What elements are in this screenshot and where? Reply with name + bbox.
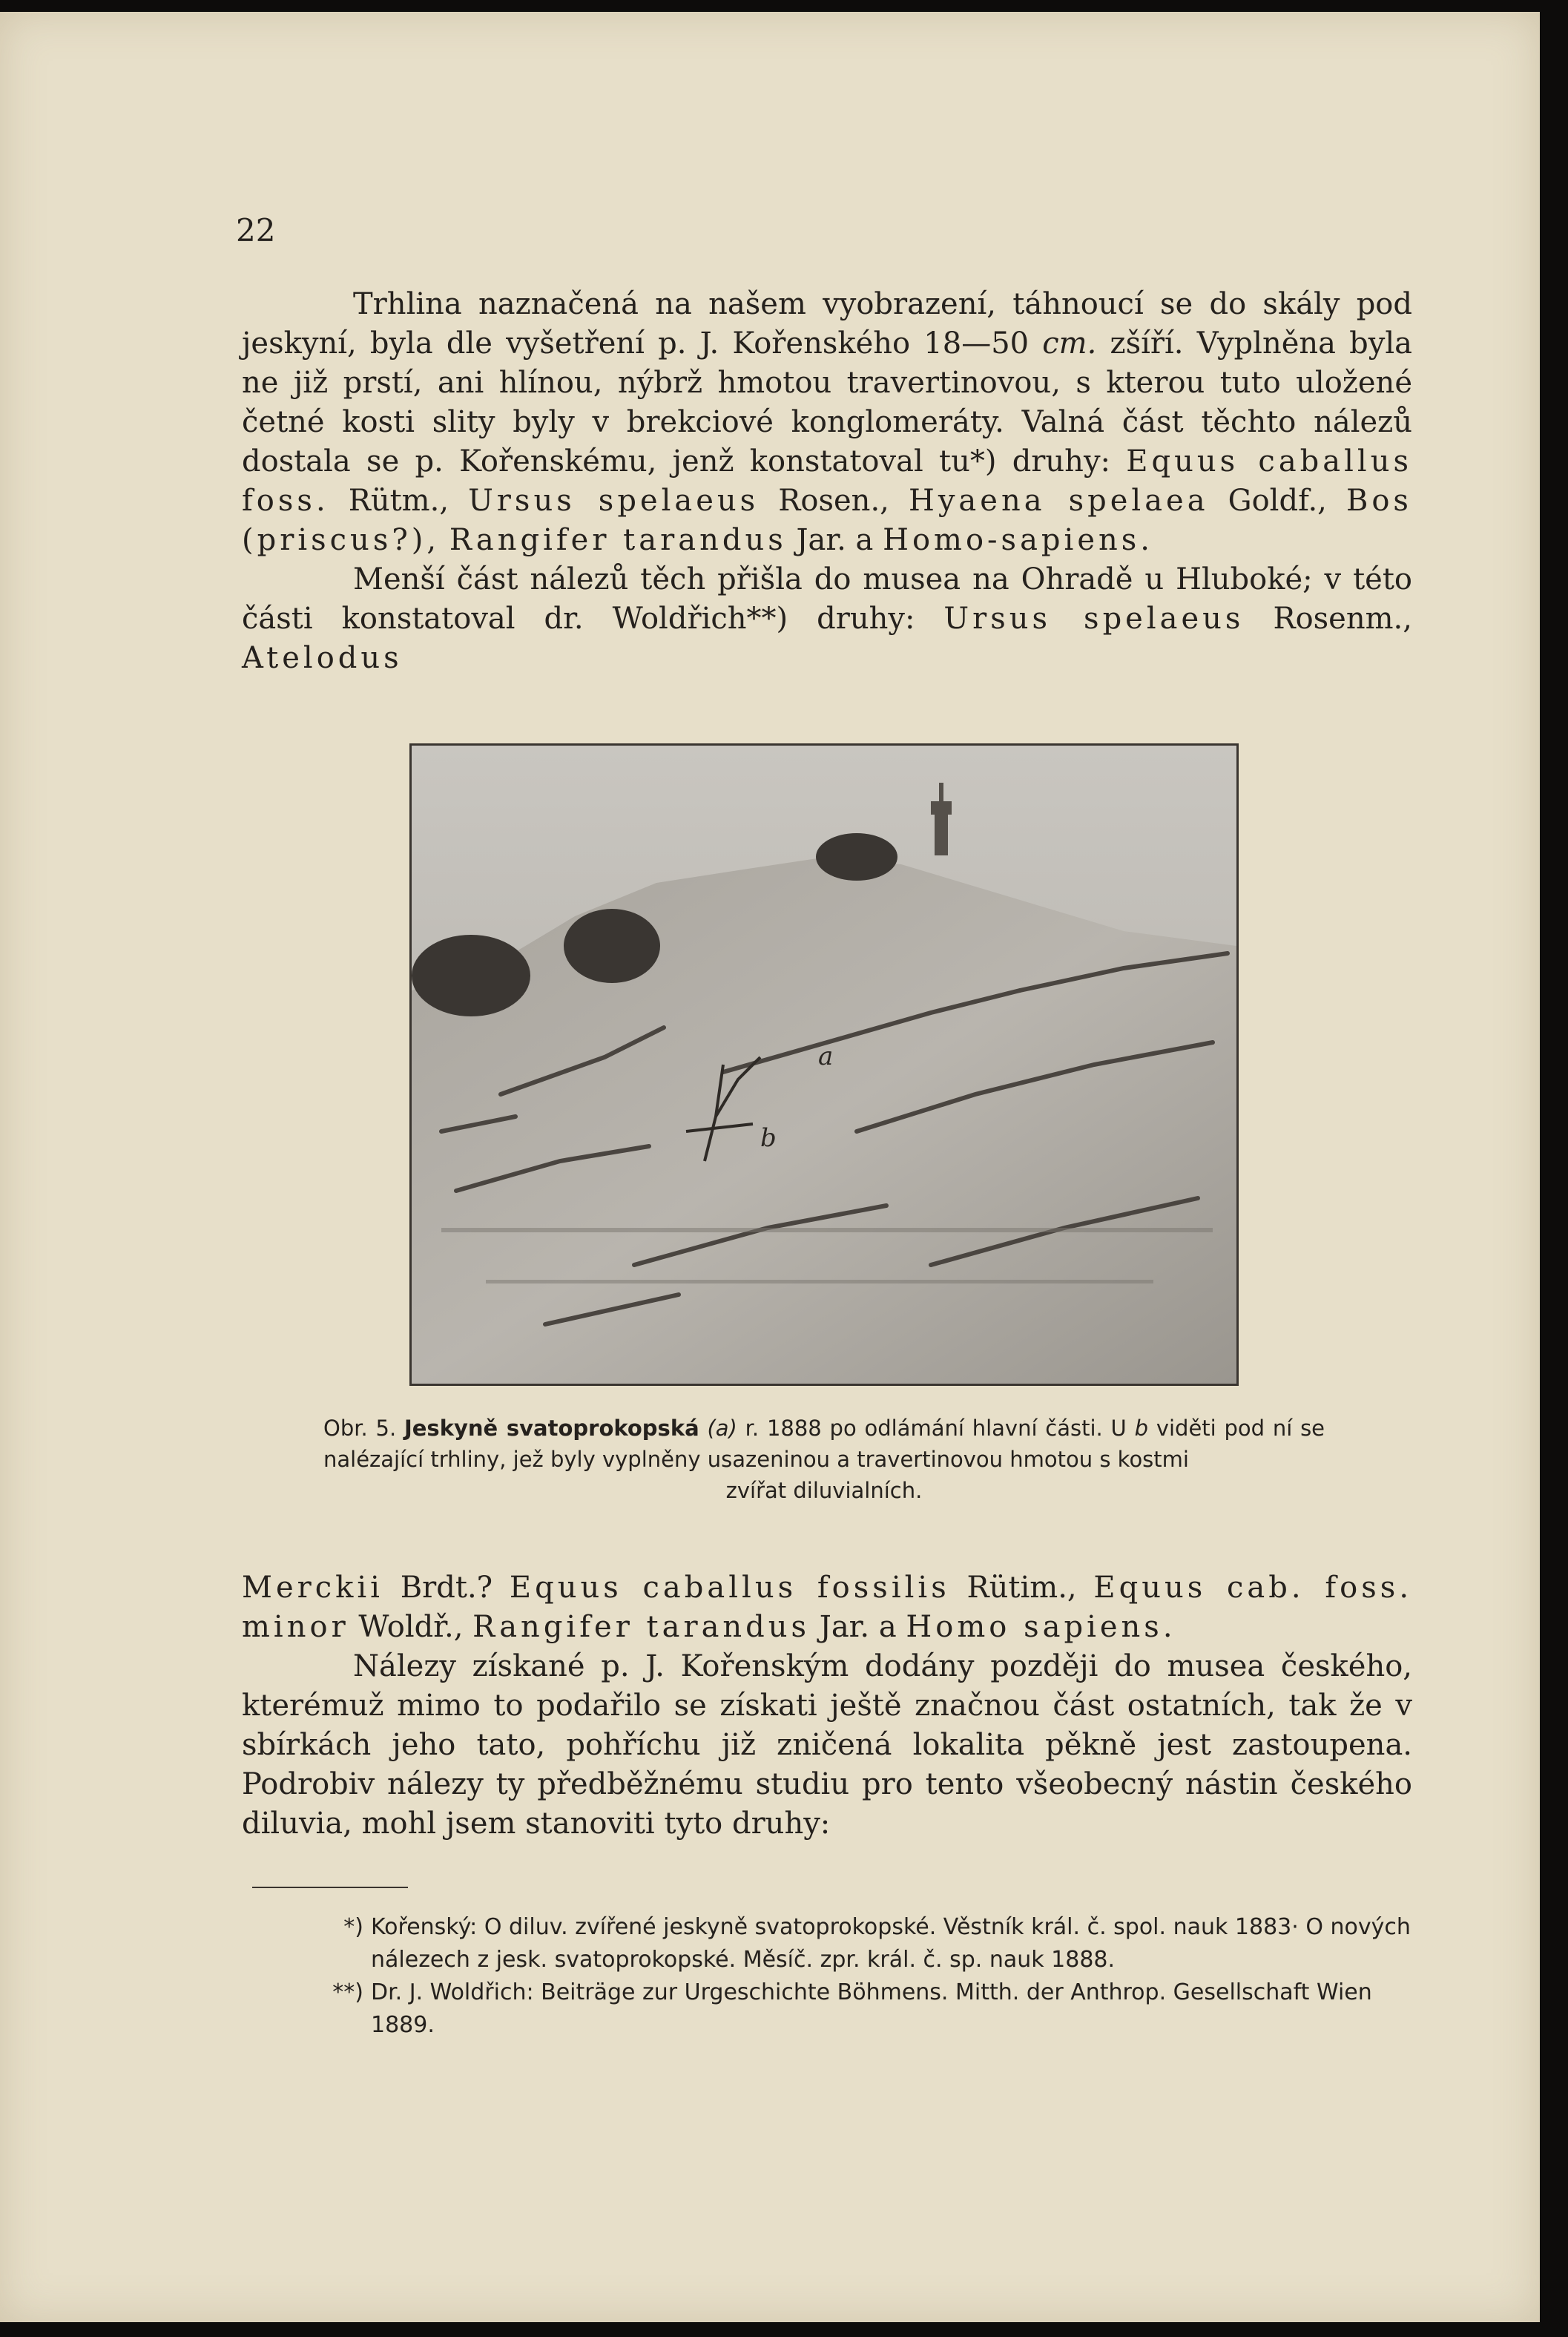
figure-photo-cave	[409, 743, 1239, 1386]
footnote-divider	[252, 1887, 408, 1888]
body-text-top	[242, 285, 1412, 678]
paragraph-1: Trhlina naznačená na našem vyobrazení, táhnoucí se do skály pod jeskyní, byla dle vyšetření p. J. Kořenského 18—50 cm. zšíří. Vyplněna byla ne již prstí, ani hlínou, nýbrž hmotou travertinovou, s kterou tuto uložené četné kosti slity byly v brekciové konglomeráty. Valná část těchto nálezů dostala se p. Kořenskému, jenž konstatoval tu*) druhy: Equus caballus foss. Rütm., Ursus spelaeus Rosen., Hyaena spelaea Goldf., Bos (priscus?), Rangifer tarandus Jar. a Homo-sapiens.	[242, 287, 1413, 557]
figure-label-b: b	[760, 1123, 777, 1153]
paragraph-3: Merckii Brdt.? Equus caballus fossilis Rütim., Equus cab. foss. minor Woldř., Rangifer tarandus Jar. a Homo sapiens.	[242, 1571, 1413, 1644]
paragraph-2: Menší část nálezů těch přišla do musea na Ohradě u Hluboké; v této části konstatoval dr. Woldřich**) druhy: Ursus spelaeus Rosenm., Atelodus	[242, 562, 1412, 675]
paragraph-4: Nálezy získané p. J. Kořenským dodány později do musea českého, kterémuž mimo to podařilo se získati ještě značnou část ostatních, tak že v sbírkách jeho tato, pohříchu již zničená lokalita pěkně jest zastoupena. Podrobiv nálezy ty předběžnému studiu pro tento všeobecný nástin českého diluvia, mohl jsem stanoviti tyto druhy:	[242, 1649, 1412, 1841]
page	[0, 12, 1540, 2322]
footnote-1: *) Kořenský: O diluv. zvířené jeskyně svatoprokopské. Věstník král. č. spol. nauk 1883· O nových nálezech z jesk. svatoprokopské. Měsíč. zpr. král. č. sp. nauk 1888.	[343, 1914, 1411, 1973]
cave-photo-illustration	[412, 746, 1236, 1384]
body-text-bottom	[242, 1568, 1412, 1844]
footnotes	[312, 1911, 1417, 2042]
page-number: 22	[236, 212, 276, 249]
footnote-2: **) Dr. J. Woldřich: Beiträge zur Urgeschichte Böhmens. Mitth. der Anthrop. Gesellschaft Wien 1889.	[332, 1979, 1372, 2038]
figure-label-a: a	[818, 1042, 834, 1071]
figure-caption: Obr. 5. Jeskyně svatoprokopská (a) r. 1888 po odlámání hlavní části. U b viděti pod ní se nalézající trhliny, jež byly vyplněny usazeninou a travertinovou hmotou s kostmi zvířat diluvialních.	[323, 1416, 1325, 1503]
